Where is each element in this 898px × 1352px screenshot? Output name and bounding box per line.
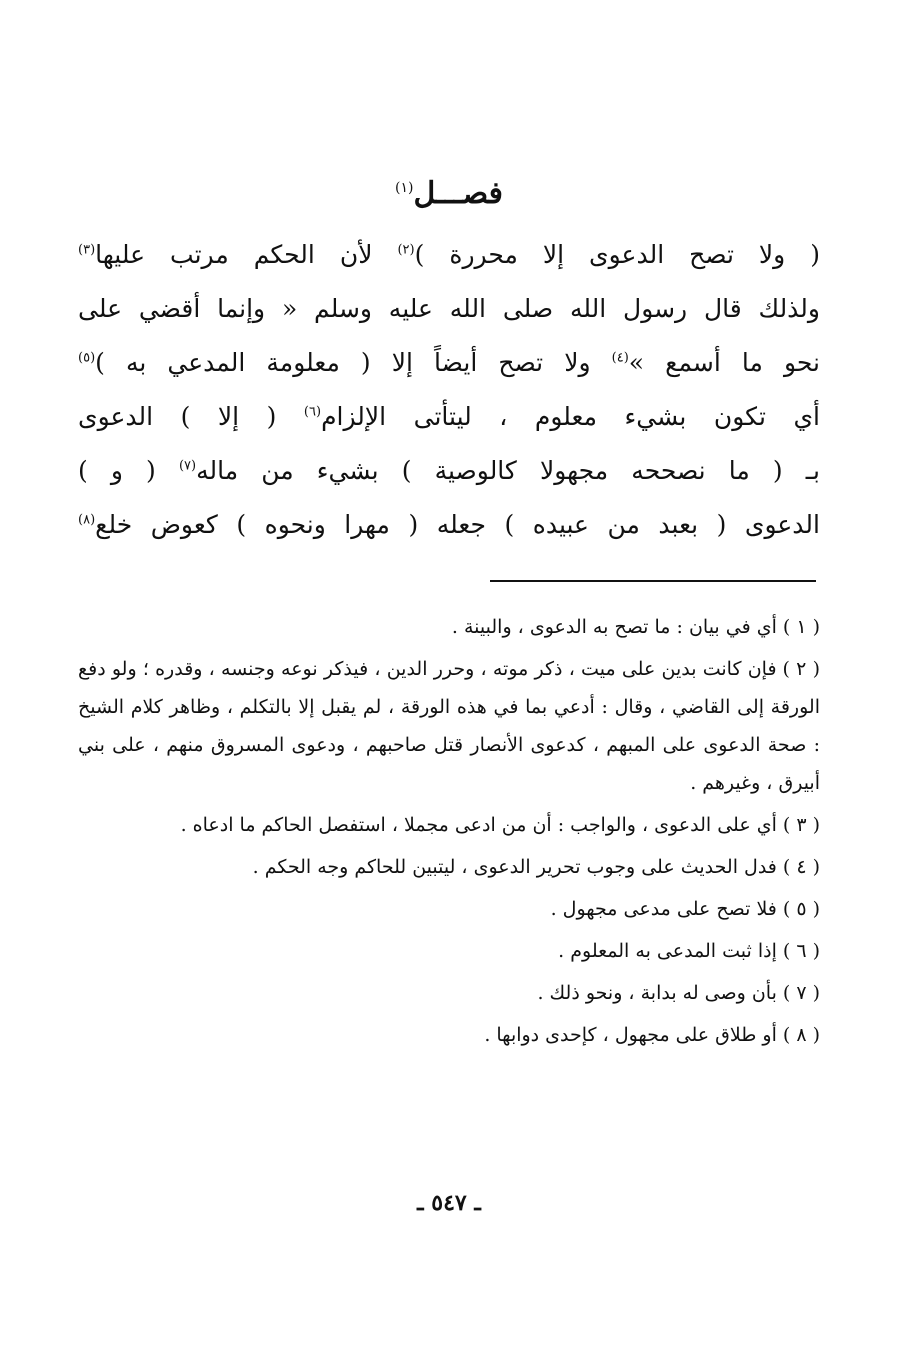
footnote-ref: (٣) xyxy=(78,242,96,258)
footnote-text: فدل الحديث على وجوب تحرير الدعوى ، ليتبين للحاكم وجه الحكم . xyxy=(252,856,777,878)
footnote-number: ( ١ ) xyxy=(782,616,820,638)
footnote-text: فلا تصح على مدعى مجهول . xyxy=(550,898,777,920)
footnote-ref: (٢) xyxy=(397,242,415,258)
page-number: ـ ٥٤٧ ـ xyxy=(417,1190,481,1216)
footnote-2 xyxy=(78,650,820,802)
footnote-6 xyxy=(78,932,820,970)
footnote-number: ( ٦ ) xyxy=(782,940,820,962)
main-line xyxy=(78,336,820,390)
footnote-separator xyxy=(490,580,816,582)
main-line-text: الدعوى ( بعبد من عبيده ) جعله ( مهرا ونحوه ) كعوض خلع xyxy=(95,510,820,539)
footnote-number: ( ٨ ) xyxy=(782,1024,820,1046)
footnote-ref: (٨) xyxy=(78,512,96,528)
section-heading-note-ref: (١) xyxy=(395,180,414,196)
footnote-text: أي على الدعوى ، والواجب : أن من ادعى مجملا ، استفصل الحاكم ما ادعاه . xyxy=(180,814,777,836)
footnote-number: ( ٥ ) xyxy=(782,898,820,920)
footnote-number: ( ٧ ) xyxy=(782,982,820,1004)
main-line xyxy=(78,444,820,498)
section-heading-title: فصـــل xyxy=(413,176,503,211)
main-line-text: ولا تصح أيضاً إلا ( معلومة المدعي به ) xyxy=(95,348,612,377)
footnote-ref: (٦) xyxy=(303,404,322,420)
footnote-text: أو طلاق على مجهول ، كإحدى دوابها . xyxy=(484,1024,777,1046)
footnote-5 xyxy=(78,890,820,928)
section-heading xyxy=(0,168,898,214)
main-line-text: ( إلا ) الدعوى xyxy=(78,402,304,431)
footnote-7 xyxy=(78,974,820,1012)
footnote-number: ( ٢ ) xyxy=(782,658,821,680)
footnote-3 xyxy=(78,806,820,844)
main-line-text: ولذلك قال رسول الله صلى الله عليه وسلم « وإنما أقضي على xyxy=(78,294,820,323)
footnote-1 xyxy=(78,608,820,646)
footnote-number: ( ٣ ) xyxy=(782,814,820,836)
main-line xyxy=(78,282,820,336)
footnote-number: ( ٤ ) xyxy=(782,856,820,878)
footnote-text: بأن وصى له بدابة ، ونحو ذلك . xyxy=(537,982,777,1004)
footnote-text: فإن كانت بدين على ميت ، ذكر موته ، وحرر الدين ، فيذكر نوعه وجنسه ، وقدره ؛ ولو دفع الورقة إلى القاضي ، وقال : أدعي بما في هذه الورقة ، لم يقبل إلا بالتكلم ، وظاهر كلام الشيخ : صحة الدعوى على المبهم ، كدعوى الأنصار قتل صاحبهم ، ودعوى المسروق منهم ، على بني أبيرق ، وغيرهم . xyxy=(78,658,820,794)
main-line xyxy=(78,390,820,444)
main-line-text: ( ولا تصح الدعوى إلا محررة ) xyxy=(414,240,820,269)
footnote-ref: (٥) xyxy=(78,350,96,366)
main-line xyxy=(78,228,820,282)
main-line xyxy=(78,498,820,552)
footnote-text: أي في بيان : ما تصح به الدعوى ، والبينة . xyxy=(451,616,777,638)
main-line-text: أي تكون بشيء معلوم ، ليتأتى الإلزام xyxy=(321,402,820,431)
main-line-text: نحو ما أسمع » xyxy=(628,348,820,377)
footnote-ref: (٧) xyxy=(178,458,197,474)
main-line-text: ( و ) xyxy=(78,456,179,485)
footnote-8 xyxy=(78,1016,820,1054)
footnotes-block xyxy=(78,608,820,1058)
main-text-block xyxy=(78,228,820,552)
main-line-text: لأن الحكم مرتب عليها xyxy=(95,240,398,269)
footnote-text: إذا ثبت المدعى به المعلوم . xyxy=(558,940,777,962)
main-line-text: بـ ( ما نصححه مجهولا كالوصية ) بشيء من ماله xyxy=(196,456,821,485)
footnote-4 xyxy=(78,848,820,886)
footnote-ref: (٤) xyxy=(611,350,629,366)
